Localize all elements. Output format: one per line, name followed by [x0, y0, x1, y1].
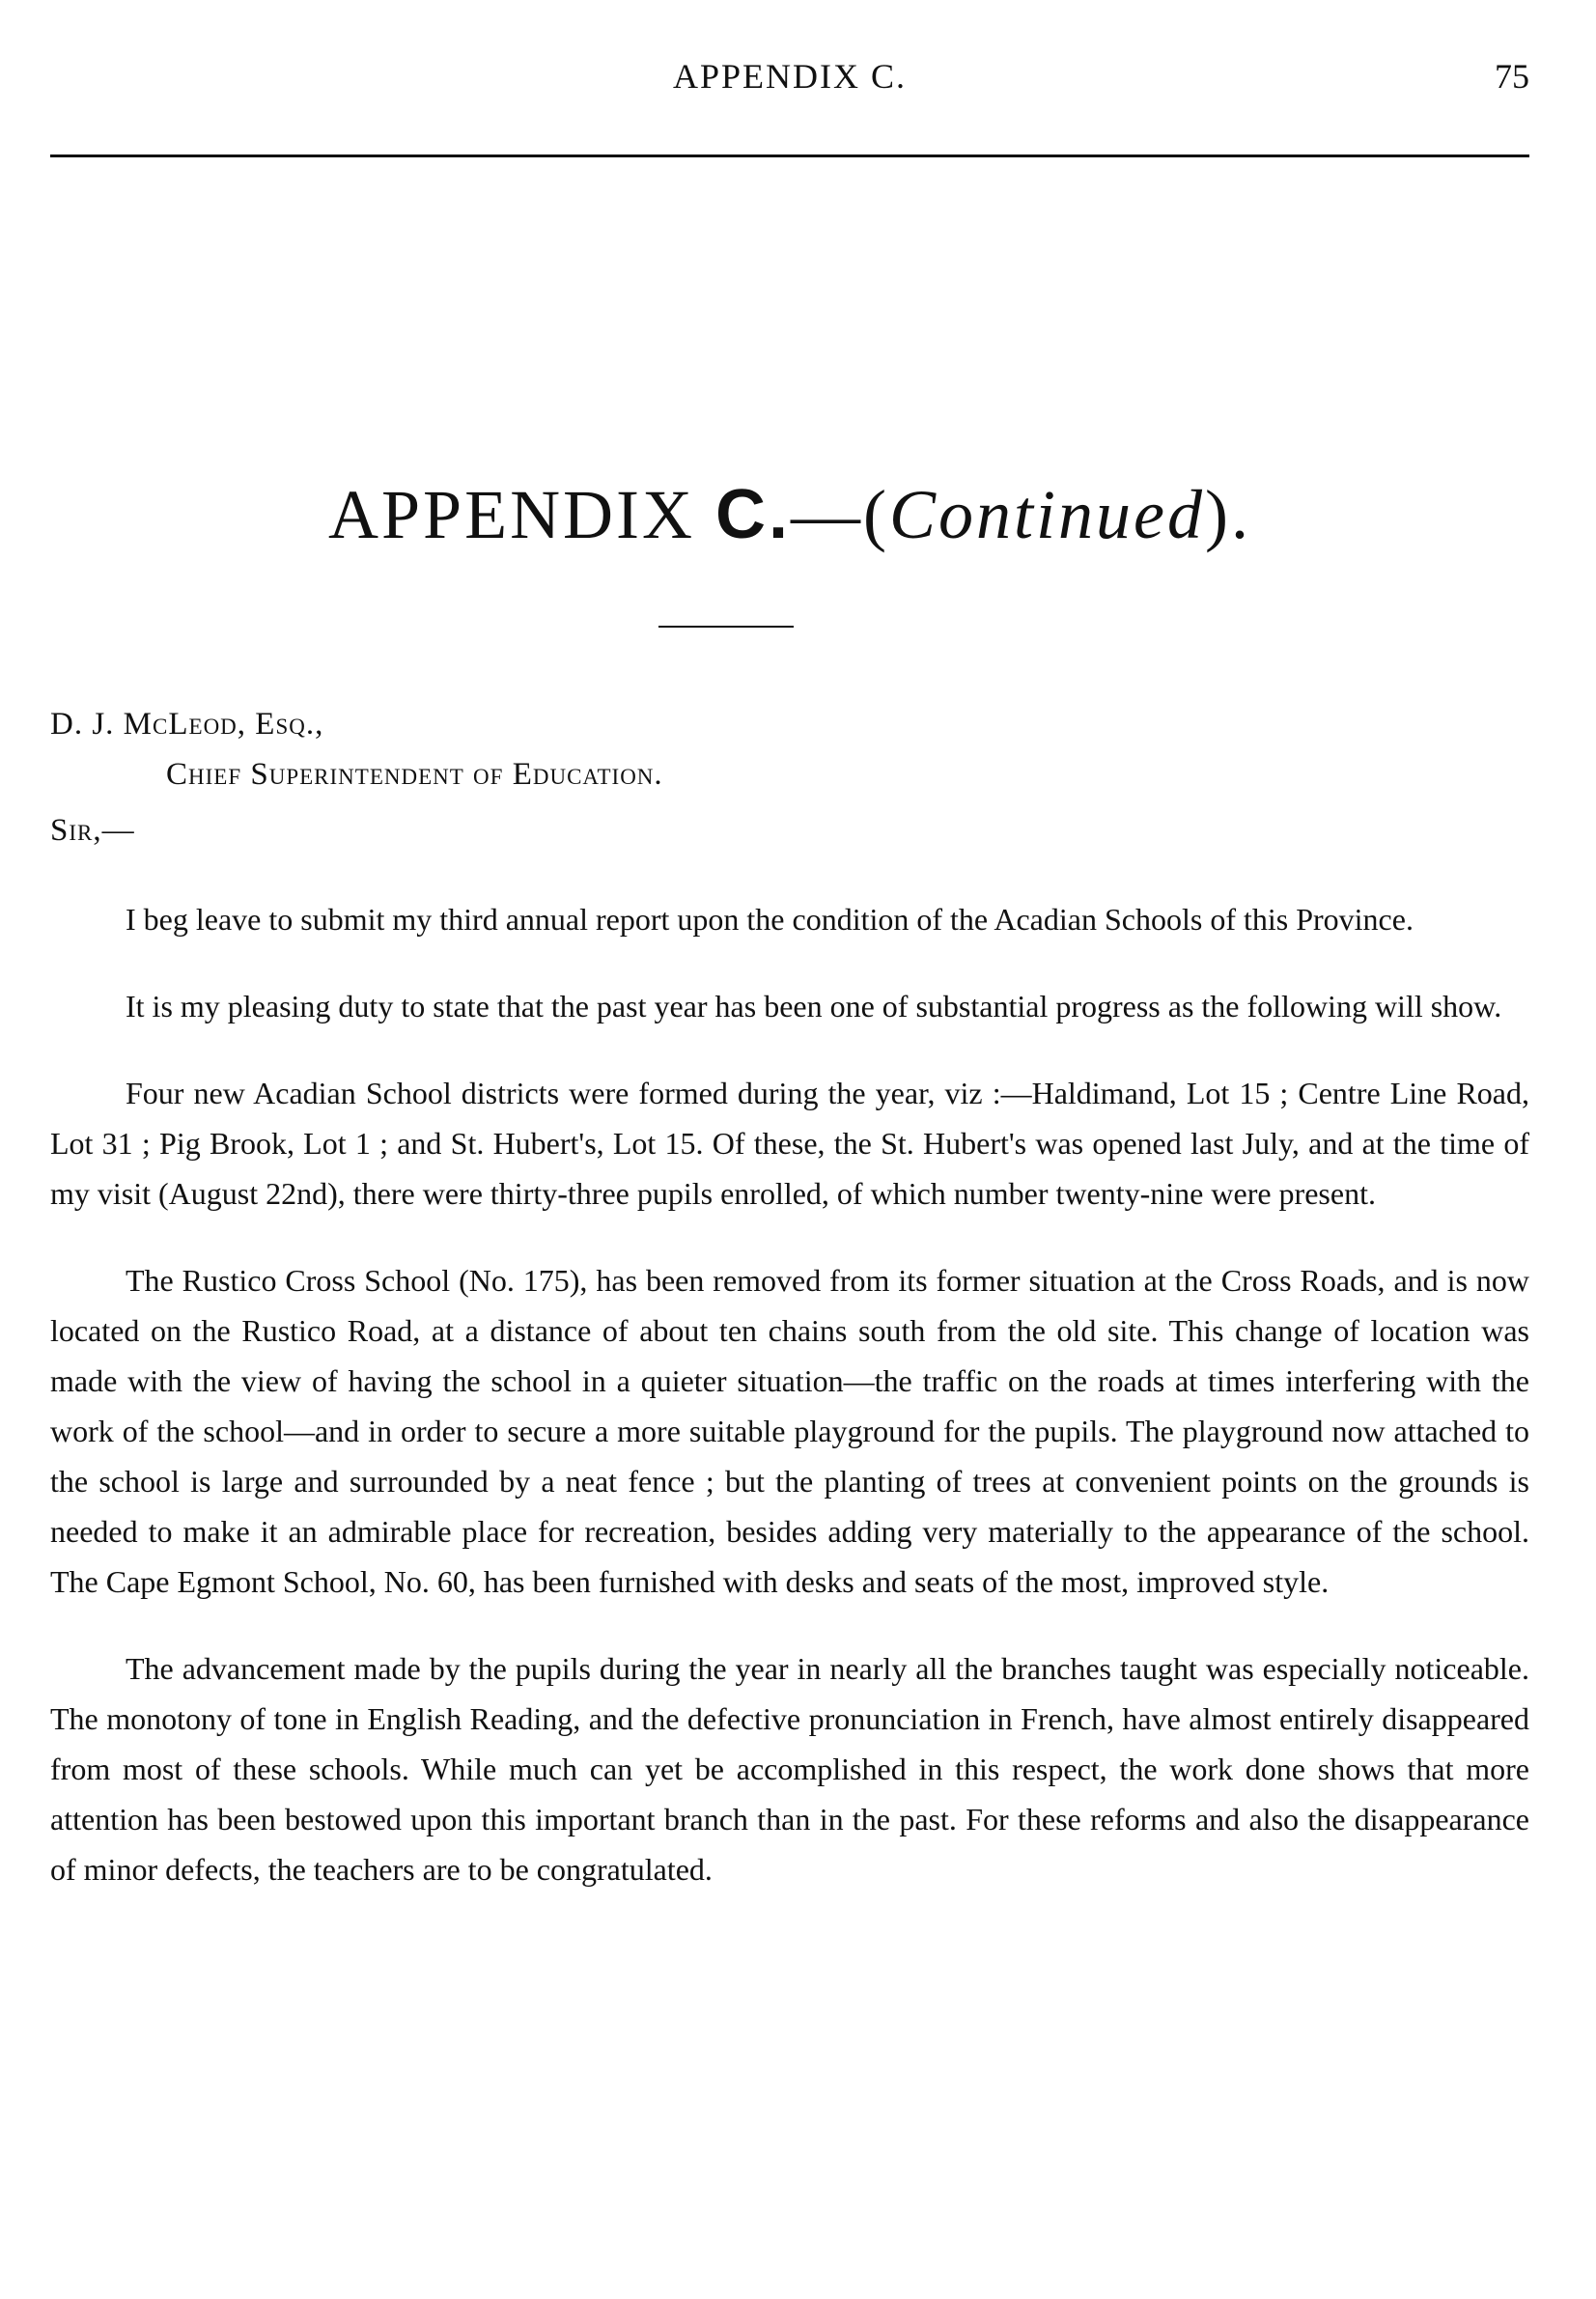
- page-number: 75: [1495, 57, 1529, 96]
- paragraph: The advancement made by the pupils during the year in nearly all the branches taught was especially noticeable. The monotony of tone in English Reading, and the defective pronunciation in French, have almost entirely disappeared from most of these schools. While much can yet be accomplished in this respect, the work done shows that more attention has been bestowed upon this important branch than in the past. For these reforms and also the disappearance of minor defects, the teachers are to be congratulated.: [50, 1651, 1529, 1887]
- title-appendix: APPENDIX: [328, 476, 716, 553]
- title-close: ).: [1205, 476, 1251, 553]
- title-letter: C.: [715, 476, 792, 553]
- addressee-name: D. J. McLeod, Esq.,: [50, 707, 324, 742]
- paragraph: Four new Acadian School districts were formed during the year, viz :—Haldimand, Lot 15 ; Centre Line Road, Lot 31 ; Pig Brook, Lot 1 ; and St. Hubert's, Lot 15. Of these, the St. Hubert's was opened last July, and at the time of my visit (August 22nd), there were thirty-three pupils enrolled, of which number twenty-nine were present.: [50, 1076, 1529, 1211]
- salutation: Sir,—: [50, 813, 135, 848]
- paragraph: The Rustico Cross School (No. 175), has been removed from its former situation at the Cross Roads, and is now located on the Rustico Road, at a distance of about ten chains south from the old site. This change of location was made with the view of having the school in a quieter situation—the traffic on the roads at times interfering with the work of the school—and in order to secure a more suitable playground for the pupils. The playground now attached to the school is large and surrounded by a neat fence ; but the planting of trees at convenient points on the grounds is needed to make it an admirable place for recreation, besides adding very materially to the appearance of the school. The Cape Egmont School, No. 60, has been furnished with desks and seats of the most, improved style.: [50, 1263, 1529, 1599]
- title-dash: —(: [791, 476, 890, 553]
- title-continued: Continued: [889, 476, 1206, 553]
- report-body: [50, 894, 1529, 1931]
- header-rule: [50, 154, 1529, 157]
- addressee-title: Chief Superintendent of Education.: [166, 757, 663, 792]
- running-head-title: APPENDIX C.: [672, 57, 908, 96]
- title-rule: [658, 626, 794, 628]
- document-page: [50, 0, 1529, 2299]
- running-head: [50, 56, 1529, 104]
- paragraph: It is my pleasing duty to state that the past year has been one of substantial progress as the following will show.: [126, 989, 1502, 1023]
- page-title: [50, 475, 1529, 555]
- paragraph: I beg leave to submit my third annual report upon the condition of the Acadian Schools of this Province.: [126, 902, 1414, 937]
